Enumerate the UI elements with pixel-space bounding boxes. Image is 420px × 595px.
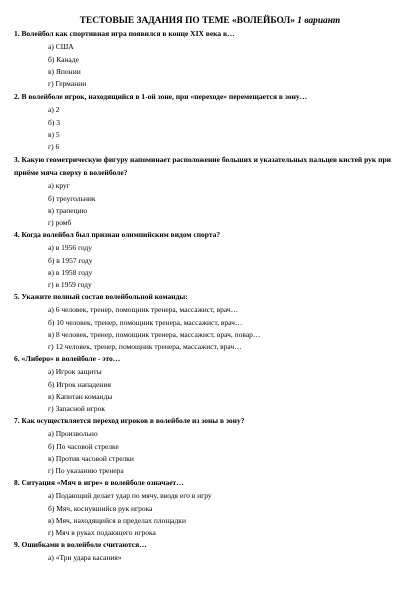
question-5: 5. Укажите полный состав волейбольной команды: xyxy=(14,292,188,301)
question-5-option-3: в) 8 человек, тренер, помощник тренера, массажист, врач, повар… xyxy=(48,330,261,339)
question-4-option-4: г) в 1959 году xyxy=(48,280,92,289)
question-8-option-3: в) Мяч, находящийся в пределах площадки xyxy=(48,516,186,525)
question-7-option-3: в) Против часовой стрелки xyxy=(48,454,134,463)
question-3: 3. Какую геометрическую фигуру напоминает расположение больших и указательных пальцев кистей рук при приёме мяча сверху в волейболе? xyxy=(14,155,391,177)
title-main: ТЕСТОВЫЕ ЗАДАНИЯ ПО ТЕМЕ «ВОЛЕЙБОЛ» xyxy=(79,16,295,26)
question-8-option-1: а) Подающий делает удар по мячу, вводя его в игру xyxy=(48,491,212,500)
question-7: 7. Как осуществляется переход игроков в волейболе из зоны в зону? xyxy=(14,416,245,425)
question-8-option-4: г) Мяч в руках подающего игрока xyxy=(48,528,156,537)
question-3-option-4: г) ромб xyxy=(48,218,72,227)
question-6-option-3: в) Капитан команды xyxy=(48,392,113,401)
question-7-option-1: а) Произвольно xyxy=(48,429,98,438)
question-3-option-2: б) треугольник xyxy=(48,194,96,203)
question-7-option-2: б) По часовой стрелке xyxy=(48,442,119,451)
question-5-option-4: г) 12 человек, тренер, помощник тренера, массажист, врач… xyxy=(48,342,242,351)
question-1-option-4: г) Германии xyxy=(48,79,87,88)
page-title xyxy=(0,16,420,26)
question-2-option-4: г) 6 xyxy=(48,142,60,151)
question-4-option-1: а) в 1956 году xyxy=(48,243,92,252)
question-2-option-3: в) 5 xyxy=(48,130,60,139)
question-6-option-2: б) Игрок нападения xyxy=(48,380,111,389)
question-5-option-2: б) 10 человек, тренер, помощник тренера, массажист, врач… xyxy=(48,318,243,327)
question-2: 2. В волейболе игрок, находящийся в 1-ой зоне, при «переходе» перемещается в зону… xyxy=(14,92,308,101)
question-4-option-2: б) в 1957 году xyxy=(48,256,93,265)
question-8: 8. Ситуация «Мяч в игре» в волейболе означает… xyxy=(14,478,184,487)
question-1-option-1: а) США xyxy=(48,42,74,51)
question-4-option-3: в) в 1958 году xyxy=(48,268,93,277)
title-variant: 1 вариант xyxy=(297,16,341,26)
question-2-option-1: а) 2 xyxy=(48,105,60,114)
question-9-option-1: а) «Три удара касания» xyxy=(48,553,122,562)
question-4: 4. Когда волейбол был признан олимпийским видом спорта? xyxy=(14,230,221,239)
question-2-option-2: б) 3 xyxy=(48,118,60,127)
question-6-option-1: а) Игрок защиты xyxy=(48,367,102,376)
question-1: 1. Волейбол как спортивная игра появился в конце XIX века в… xyxy=(14,29,235,38)
question-5-option-1: а) 6 человек, тренер, помощник тренера, массажист, врач… xyxy=(48,305,239,314)
question-8-option-2: б) Мяч, коснувшийся рук игрока xyxy=(48,504,153,513)
question-6: 6. «Либеро» в волейболе - это… xyxy=(14,354,121,363)
question-7-option-4: г) По указанию тренера xyxy=(48,466,124,475)
question-3-option-1: а) круг xyxy=(48,181,70,190)
question-1-option-2: б) Канаде xyxy=(48,55,79,64)
question-3-option-3: в) трапецию xyxy=(48,206,88,215)
question-1-option-3: в) Японии xyxy=(48,67,81,76)
question-9: 9. Ошибками в волейболе считаются… xyxy=(14,540,147,549)
question-6-option-4: г) Запасной игрок xyxy=(48,404,105,413)
